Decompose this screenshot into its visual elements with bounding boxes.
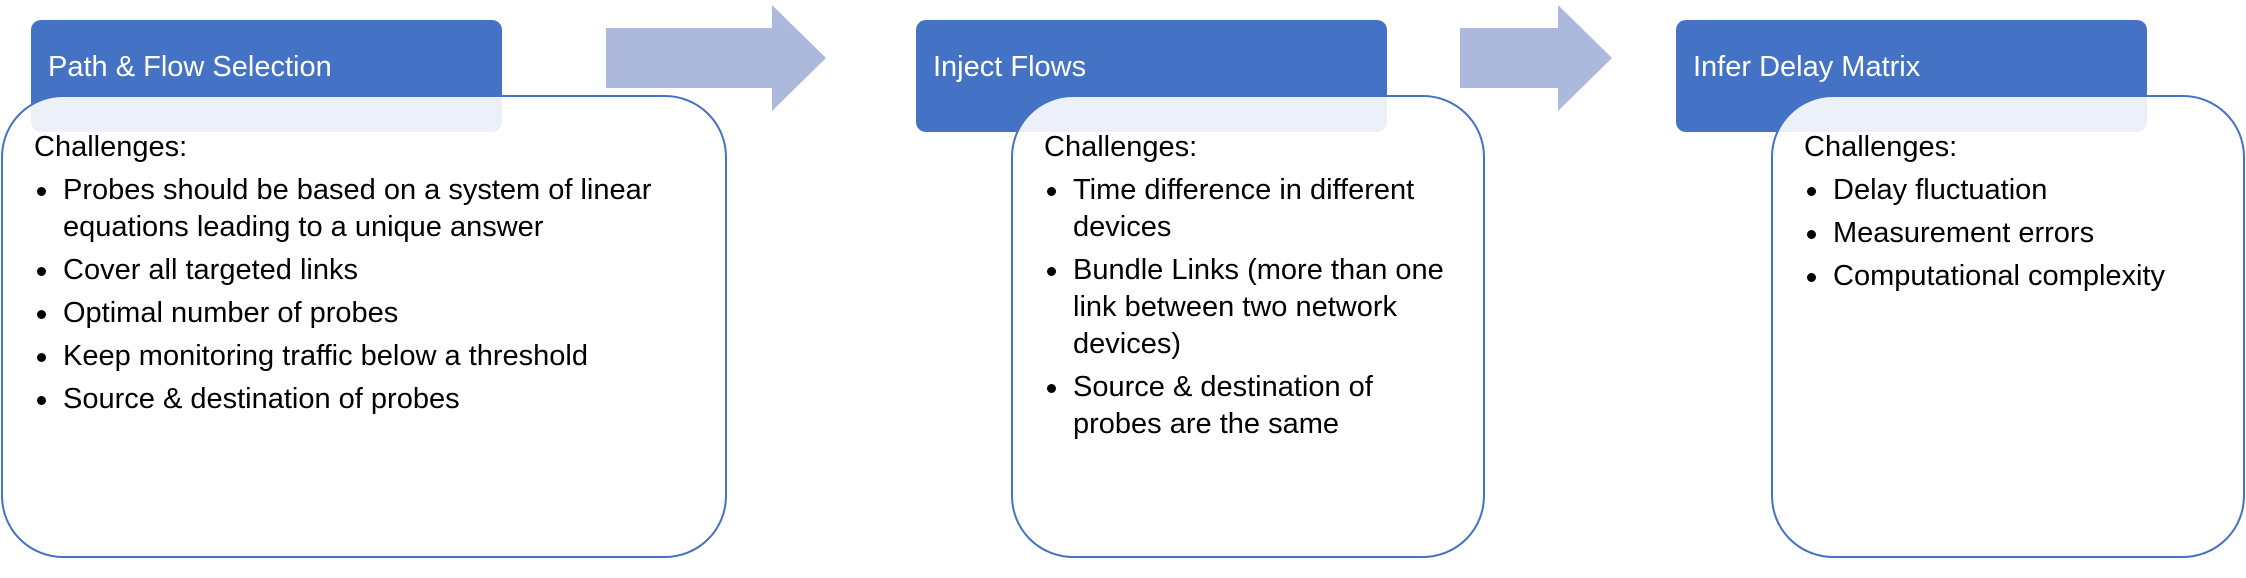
stage-1-card [1, 95, 727, 558]
list-item: Measurement errors [1805, 215, 2225, 252]
stage-3-title: Infer Delay Matrix [1693, 51, 1921, 83]
stage-3-challenge-list [1805, 172, 2225, 295]
stage-1-subhead: Challenges: [34, 131, 188, 163]
list-item: Optimal number of probes [35, 295, 695, 332]
list-item: Probes should be based on a system of linear equations leading to a unique answer [35, 172, 695, 246]
stage-2-challenge-list [1045, 172, 1445, 443]
bullet-icon [1047, 384, 1056, 393]
flow-arrow-2 [1460, 5, 1612, 111]
bullet-icon [37, 267, 46, 276]
bullet-icon [1047, 187, 1056, 196]
bullet-icon [1047, 267, 1056, 276]
list-item: Delay fluctuation [1805, 172, 2225, 209]
list-item: Cover all targeted links [35, 252, 695, 289]
flow-arrow-1 [606, 5, 826, 111]
list-item: Computational complexity [1805, 258, 2225, 295]
bullet-icon [37, 310, 46, 319]
arrow-2-shape [1460, 5, 1612, 111]
stage-1-title: Path & Flow Selection [48, 51, 332, 83]
list-item: Keep monitoring traffic below a threshold [35, 338, 695, 375]
list-item: Bundle Links (more than one link between two network devices) [1045, 252, 1445, 363]
stage-3-card [1771, 95, 2245, 558]
bullet-icon [37, 353, 46, 362]
stage-2-card [1011, 95, 1485, 558]
bullet-icon [1807, 230, 1816, 239]
stage-3-subhead: Challenges: [1804, 131, 1958, 163]
stage-2-subhead: Challenges: [1044, 131, 1198, 163]
list-item: Time difference in different devices [1045, 172, 1445, 246]
list-item: Source & destination of probes [35, 381, 695, 418]
bullet-icon [1807, 187, 1816, 196]
arrow-1-shape [606, 5, 826, 111]
stage-1-challenge-list [35, 172, 695, 418]
bullet-icon [37, 396, 46, 405]
bullet-icon [1807, 273, 1816, 282]
list-item: Source & destination of probes are the same [1045, 369, 1445, 443]
bullet-icon [37, 187, 46, 196]
stage-2-title: Inject Flows [933, 51, 1087, 83]
